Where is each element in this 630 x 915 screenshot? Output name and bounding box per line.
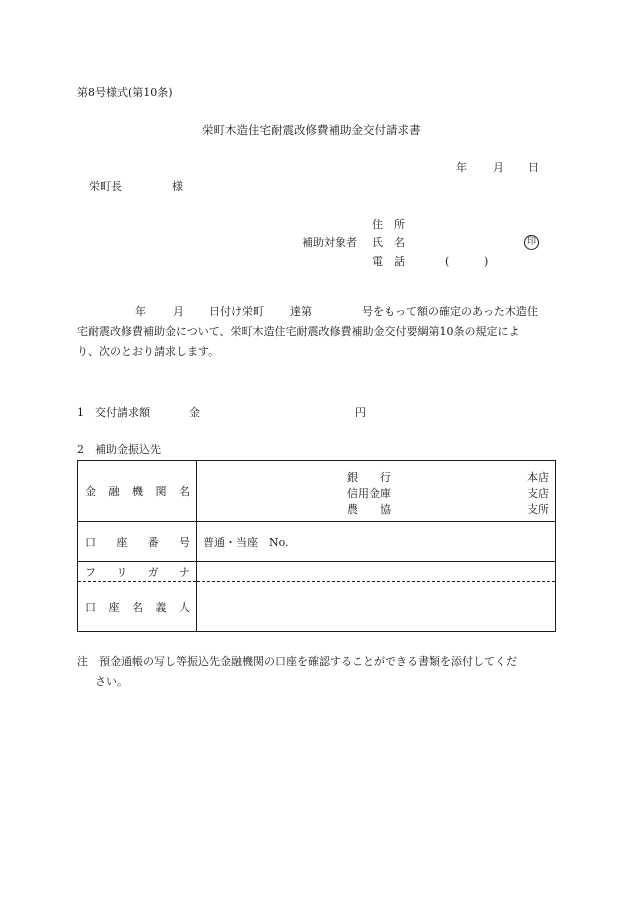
name-label: 氏 名: [372, 236, 405, 249]
institution-type: 信用金庫: [347, 487, 391, 500]
furigana-label-char: ガ: [147, 565, 159, 579]
furigana-label: [78, 564, 196, 580]
account-number-value-cell[interactable]: [197, 522, 556, 562]
body-tatsu: 達第: [290, 305, 312, 318]
branch-type: 支店: [527, 487, 549, 500]
document-title: 栄町木造住宅耐震改修費補助金交付請求書: [202, 123, 421, 137]
date-month: 月: [493, 161, 504, 174]
institution-label: [78, 483, 196, 499]
institution-label-char: 機: [132, 485, 143, 498]
applicant-role-label: 補助対象者: [302, 236, 357, 249]
account-holder-label-char: 名: [132, 600, 143, 614]
body-dated: 日付け栄町: [209, 305, 264, 318]
phone-close-paren: ): [484, 255, 489, 268]
body-rest: 号をもって額の確定のあった木造住: [362, 305, 538, 318]
phone-open-paren: (: [445, 255, 450, 268]
item-2-label: 2 補助金振込先: [77, 443, 161, 456]
date-year: 年: [456, 161, 467, 174]
account-number-row: [78, 522, 556, 562]
account-holder-label-char: 口: [85, 600, 96, 614]
account-number-label: [78, 534, 196, 550]
institution-label-char: 名: [179, 485, 190, 498]
body-line-3: り、次のとおり請求します。: [77, 345, 220, 358]
account-number-label-char: 号: [178, 535, 190, 549]
account-number-label-cell: [78, 522, 197, 562]
date-day: 日: [528, 161, 539, 174]
note: [77, 652, 553, 692]
branch-type: 本店: [527, 471, 549, 484]
institution-label-char: 関: [155, 485, 167, 498]
addressee-honorific: 様: [172, 180, 183, 193]
account-holder-label-char: 義: [155, 600, 167, 614]
seal-mark: 印: [524, 235, 539, 250]
body-year: 年: [135, 305, 146, 318]
furigana-row: [78, 562, 556, 582]
furigana-label-cell: [78, 562, 197, 582]
account-holder-label: [78, 599, 196, 615]
item-1-label: 1 交付請求額: [77, 406, 150, 419]
institution-value-cell[interactable]: [197, 461, 556, 522]
institution-type: 銀 行: [347, 471, 391, 484]
form-number: 第8号様式(第10条): [77, 86, 173, 99]
account-number-label-char: 口: [85, 535, 96, 549]
phone-label: 電 話: [372, 255, 405, 268]
note-line-2: さい。: [95, 675, 128, 688]
account-type-text: 普通・当座 No.: [203, 535, 289, 549]
body-line-2: 宅耐震改修費補助金について、栄町木造住宅耐震改修費補助金交付要綱第10条の規定によ: [77, 325, 520, 338]
institution-label-char: 融: [108, 485, 120, 498]
address-label: 住 所: [372, 218, 405, 231]
note-line-1: 注 預金通帳の写し等振込先金融機関の口座を確認することができる書類を添付してくだ: [77, 655, 517, 668]
institution-label-char: 金: [85, 485, 96, 498]
institution-label-cell: [78, 461, 197, 522]
account-holder-label-char: 座: [108, 600, 120, 614]
branch-types: [509, 470, 549, 518]
institution-types: [347, 470, 411, 518]
institution-type: 農 協: [347, 503, 391, 516]
body-line-1: [77, 302, 553, 322]
furigana-label-char: フ: [85, 565, 96, 579]
body-paragraph: [77, 302, 553, 362]
item-1-currency: 金: [189, 406, 200, 419]
account-holder-label-cell: [78, 582, 197, 632]
item-1-unit: 円: [355, 406, 366, 419]
addressee-name: 栄町長: [89, 180, 122, 193]
furigana-label-char: ナ: [178, 565, 190, 579]
branch-type: 支所: [527, 503, 549, 516]
furigana-label-char: リ: [116, 565, 128, 579]
body-month: 月: [173, 305, 184, 318]
account-number-label-char: 座: [116, 535, 128, 549]
account-number-label-char: 番: [147, 535, 159, 549]
furigana-value-cell[interactable]: [197, 562, 556, 582]
account-holder-row: [78, 582, 556, 632]
account-holder-label-char: 人: [179, 600, 190, 614]
account-holder-value-cell[interactable]: [197, 582, 556, 632]
institution-row: [78, 461, 556, 522]
bank-transfer-table: [77, 460, 556, 632]
